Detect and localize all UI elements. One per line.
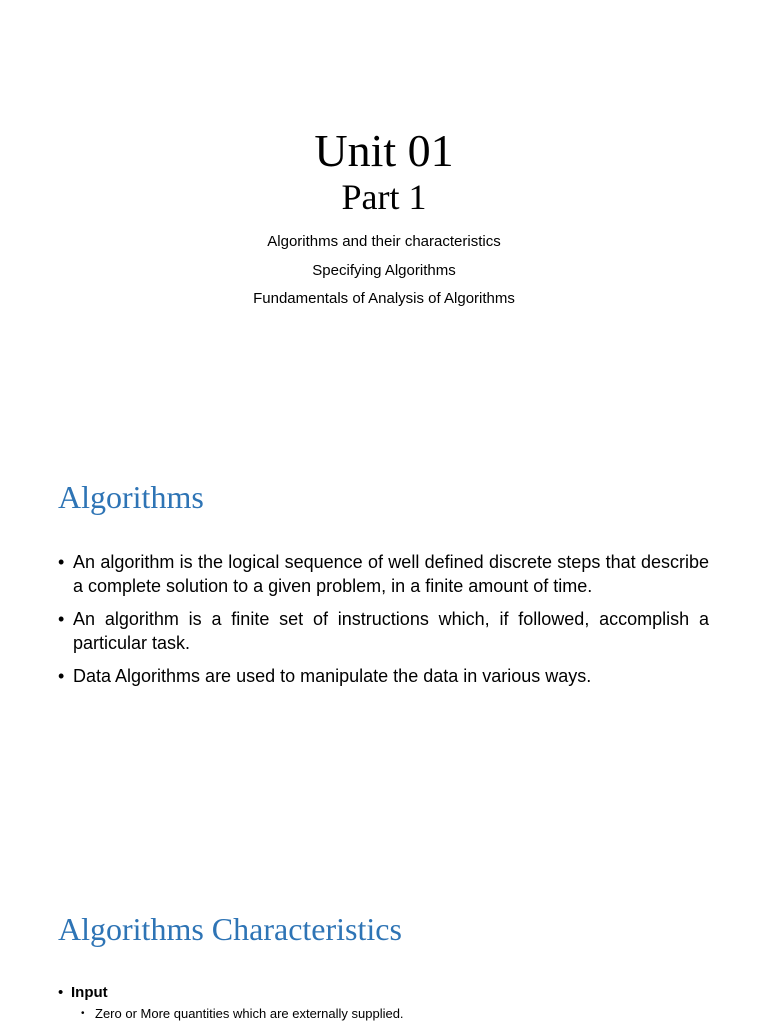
- characteristics-slide: [0, 900, 768, 1024]
- characteristic-sub-text: Zero or More quantities which are externally supplied.: [95, 1006, 404, 1021]
- characteristics-list: [58, 982, 404, 1024]
- algorithms-slide: [0, 460, 768, 892]
- topic-list: [0, 228, 768, 314]
- characteristic-sub-item: [81, 1004, 404, 1024]
- bullet-item: [58, 664, 709, 688]
- characteristics-heading: Algorithms Characteristics: [58, 911, 402, 947]
- topic-item: Fundamentals of Analysis of Algorithms: [253, 290, 515, 307]
- bullet-item: [58, 607, 709, 655]
- sub-bullet-dot-icon: •: [81, 1008, 85, 1019]
- characteristic-sub-list: [71, 1004, 404, 1024]
- algorithms-bullet-list: [58, 550, 709, 697]
- algorithms-heading: Algorithms: [58, 479, 204, 515]
- topic-item: Specifying Algorithms: [312, 261, 456, 279]
- slide-subtitle: Part 1: [341, 177, 427, 217]
- topic-item: Algorithms and their characteristics: [267, 233, 501, 250]
- slide-title: Unit 01: [314, 125, 454, 176]
- characteristic-label: Input: [71, 984, 108, 1001]
- bullet-text: Data Algorithms are used to manipulate the data in various ways.: [73, 666, 592, 686]
- bullet-item: [58, 550, 709, 598]
- characteristic-item: [58, 982, 404, 1024]
- bullet-dot-icon: •: [58, 666, 65, 686]
- bullet-dot-icon: •: [58, 609, 65, 629]
- bullet-text: An algorithm is a finite set of instructions which, if followed, accomplish a particular task.: [73, 609, 709, 653]
- bullet-text: An algorithm is the logical sequence of well defined discrete steps that describe a complete solution to a given problem, in a finite amount of time.: [73, 552, 709, 596]
- bullet-dot-icon: •: [58, 984, 64, 1001]
- title-slide: [0, 0, 768, 432]
- bullet-dot-icon: •: [58, 552, 65, 572]
